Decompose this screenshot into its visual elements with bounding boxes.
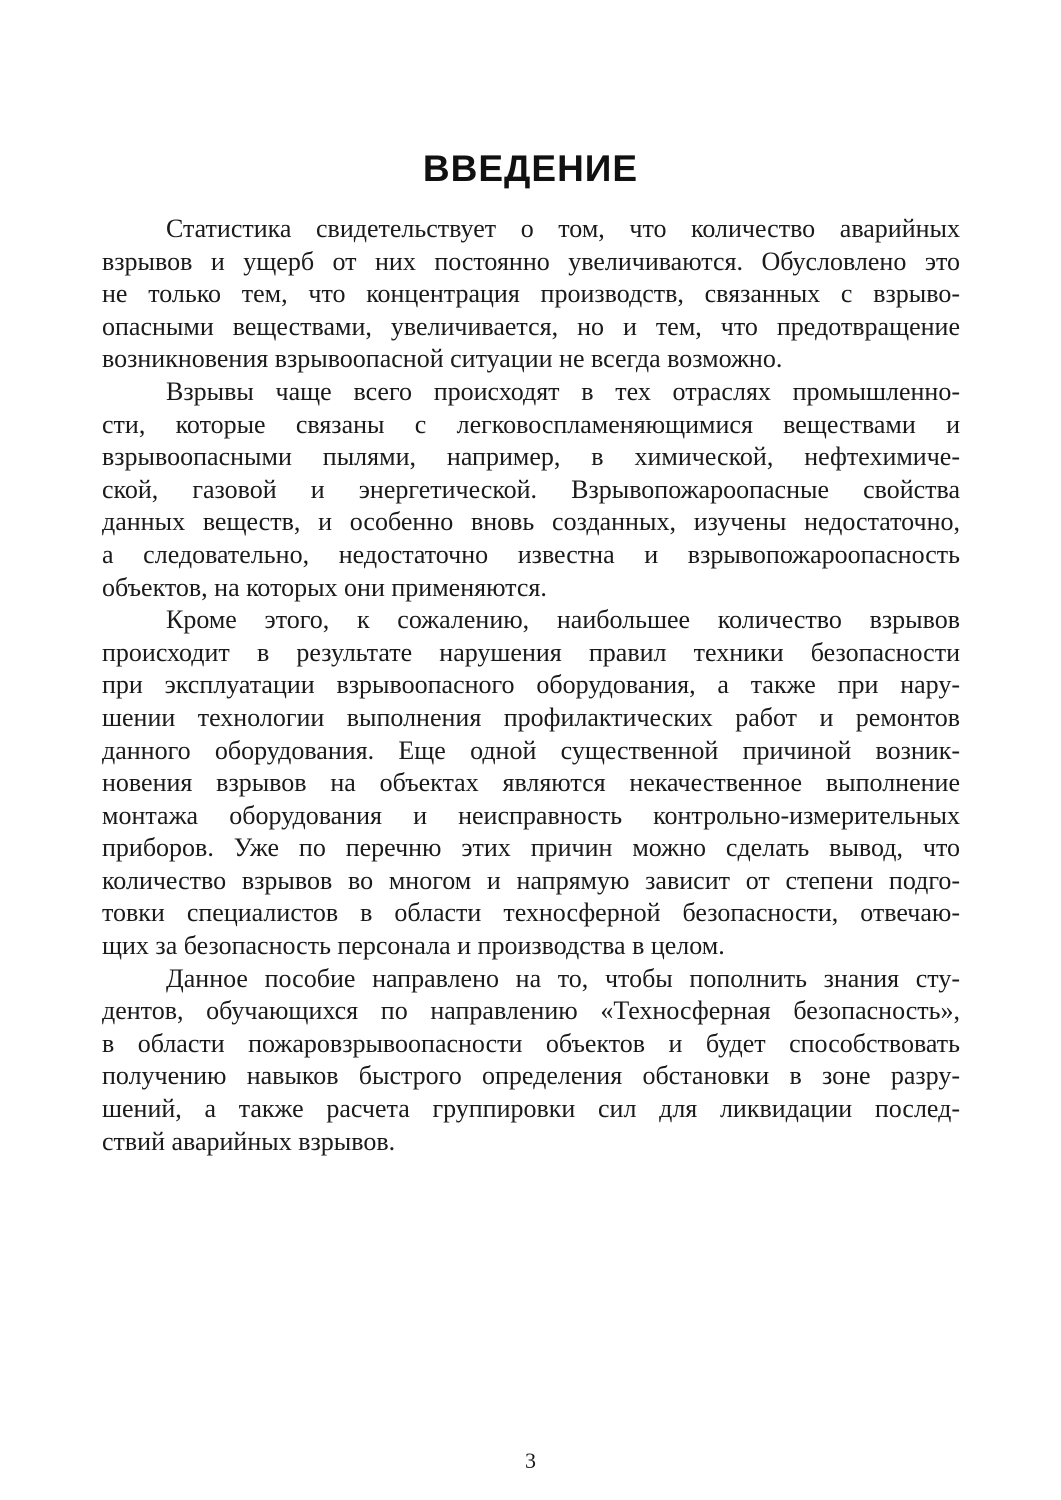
text-line: данного оборудования. Еще одной существенной причиной возник- bbox=[102, 735, 960, 765]
text-line: происходит в результате нарушения правил техники безопасности bbox=[102, 637, 960, 667]
text-line: шении технологии выполнения профилактических работ и ремонтов bbox=[102, 702, 960, 732]
text-line: объектов, на которых они применяются. bbox=[102, 572, 547, 602]
body-text bbox=[102, 213, 960, 1158]
text-line: взрывов и ущерб от них постоянно увеличиваются. Обусловлено это bbox=[102, 246, 960, 276]
text-line: в области пожаровзрывоопасности объектов и будет способствовать bbox=[102, 1028, 960, 1058]
text-line: при эксплуатации взрывоопасного оборудования, а также при нару- bbox=[102, 670, 960, 700]
page-number: 3 bbox=[525, 1448, 536, 1473]
text-line: данных веществ, и особенно вновь созданных, изучены недостаточно, bbox=[102, 507, 960, 537]
paragraph bbox=[102, 604, 960, 963]
text-line: получению навыков быстрого определения обстановки в зоне разру- bbox=[102, 1061, 960, 1091]
text-line: ской, газовой и энергетической. Взрывопожароопасные свойства bbox=[102, 474, 960, 504]
text-line: а следовательно, недостаточно известна и взрывопожароопасность bbox=[102, 539, 960, 569]
text-line: новения взрывов на объектах являются некачественное выполнение bbox=[102, 768, 960, 798]
text-line: сти, которые связаны с легковоспламеняющимися веществами и bbox=[102, 409, 960, 439]
text-line: возникновения взрывоопасной ситуации не всегда возможно. bbox=[102, 344, 783, 374]
text-line: не только тем, что концентрация производств, связанных с взрыво- bbox=[102, 279, 960, 309]
text-line: Статистика свидетельствует о том, что количество аварийных bbox=[166, 214, 960, 243]
text-line: Данное пособие направлено на то, чтобы пополнить знания сту- bbox=[166, 963, 960, 993]
text-line: дентов, обучающихся по направлению «Техносферная безопасность», bbox=[102, 996, 960, 1026]
paragraph bbox=[102, 963, 960, 1159]
text-line: ствий аварийных взрывов. bbox=[102, 1126, 396, 1156]
text-line: товки специалистов в области техносферной безопасности, отвечаю- bbox=[102, 898, 960, 928]
text-line: монтажа оборудования и неисправность контрольно-измерительных bbox=[102, 800, 960, 830]
text-line: Кроме этого, к сожалению, наибольшее количество взрывов bbox=[166, 605, 960, 635]
text-line: Взрывы чаще всего происходят в тех отраслях промышленно- bbox=[166, 376, 960, 406]
paragraph bbox=[102, 376, 960, 604]
text-line: взрывоопасными пылями, например, в химической, нефтехимиче- bbox=[102, 442, 960, 472]
text-line: опасными веществами, увеличивается, но и тем, что предотвращение bbox=[102, 311, 960, 341]
text-line: количество взрывов во многом и напрямую зависит от степени подго- bbox=[102, 865, 960, 895]
page-title: ВВЕДЕНИЕ bbox=[422, 148, 639, 189]
text-line: щих за безопасность персонала и производства в целом. bbox=[102, 931, 725, 961]
text-line: шений, а также расчета группировки сил для ликвидации послед- bbox=[102, 1094, 960, 1124]
text-line: приборов. Уже по перечню этих причин можно сделать вывод, что bbox=[102, 833, 960, 863]
paragraph bbox=[102, 213, 960, 376]
